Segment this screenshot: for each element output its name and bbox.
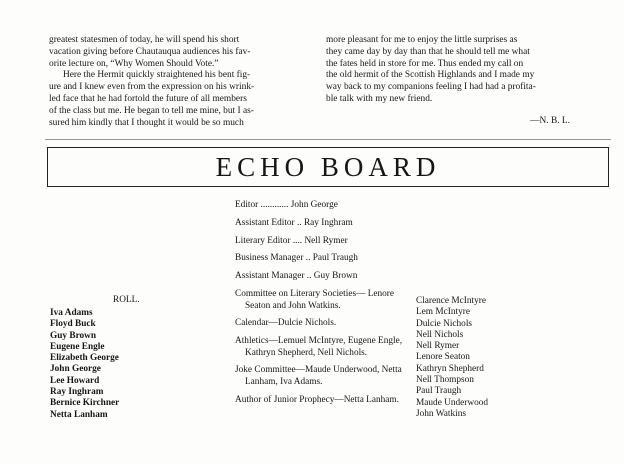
text-line: vacation giving before Chautauqua audiences his fav- [49,46,251,57]
text-line: the old hermit of the Scottish Highlands and I made my [326,70,535,81]
staff-entry: Assistant Manager .. Guy Brown [235,271,358,282]
list-item: Maude Underwood [416,397,489,408]
staff-list [235,200,405,413]
staff-entry: Committee on Literary Societies— Lenore Seaton and John Watkins. [235,288,395,311]
list-item: Nell Thompson [416,375,474,386]
staff-entry: Assistant Editor .. Ray Inghram [235,217,353,228]
staff-entry: Author of Junior Prophecy—Netta Lanham. [235,394,399,405]
list-item: John Watkins [416,408,466,419]
roll-heading: ROLL. [113,295,140,305]
list-item: Lee Howard [50,375,100,386]
text-line: greatest statesmen of today, he will spend his short [49,35,240,45]
staff-entry: Athletics—Lemuel McIntyre, Eugene Engle, Kathryn Shepherd, Nell Nichols. [235,336,403,358]
list-item: Elizabeth George [50,353,119,364]
list-item: Lem McIntyre [416,307,470,318]
list-item: Floyd Buck [50,319,96,330]
section-title: ECHO BOARD [215,151,441,182]
text-line: Here the Hermit quickly straightened his bent fig- [63,70,251,81]
text-line: way back to my companions feeling I had had a profita- [326,82,536,93]
text-line: of the class but me. He began to tell me mine, but I as- [49,105,254,116]
list-item: Bernice Kirchner [50,398,120,409]
text-line: ure and I knew even from the expression on his wrink- [49,82,255,93]
list-item: Nell Nichols [416,329,464,340]
list-item: Lenore Seaton [416,352,470,363]
list-item: Guy Brown [50,330,97,341]
staff-entry: Calendar—Dulcie Nichols. [235,318,337,329]
roll-list-left [50,308,119,421]
article-left-column [49,35,319,129]
text-line: they came day by day than that he should tell me what [326,46,530,57]
article-signature: —N. B. L. [530,115,570,126]
article-right-column [326,35,596,128]
list-item: Netta Lanham [50,409,108,420]
section-divider [45,139,611,140]
section-title-box [47,147,609,187]
list-item: Eugene Engle [50,341,105,352]
text-line: orite lecture on, “Why Women Should Vote.” [49,58,219,69]
list-item: Iva Adams [50,308,93,318]
text-line: more pleasant for me to enjoy the little surprises as [326,35,518,45]
list-item: Ray Inghram [50,387,104,398]
staff-entry: Business Manager .. Paul Traugh [235,253,358,264]
text-line: the fates held in store for me. Thus ended my call on [326,58,524,69]
list-item: Paul Traugh [416,386,462,397]
staff-entry: Editor ............ John George [235,200,338,210]
list-item: Dulcie Nichols [416,318,473,329]
staff-entry: Joke Committee—Maude Underwood, Netta Lanham, Iva Adams. [235,365,402,388]
text-line: sured him kindly that I thought it would be so much [49,117,244,128]
staff-entry: Literary Editor .... Nell Rymer [235,235,348,246]
roll-list-right [416,296,488,420]
list-item: Nell Rymer [416,341,460,352]
list-item: Clarence McIntyre [416,296,486,306]
list-item: Kathryn Shepherd [416,363,484,374]
text-line: ble talk with my new friend. [326,93,433,104]
text-line: led face that he had fortold the future of all members [49,93,247,104]
list-item: John George [50,364,101,375]
